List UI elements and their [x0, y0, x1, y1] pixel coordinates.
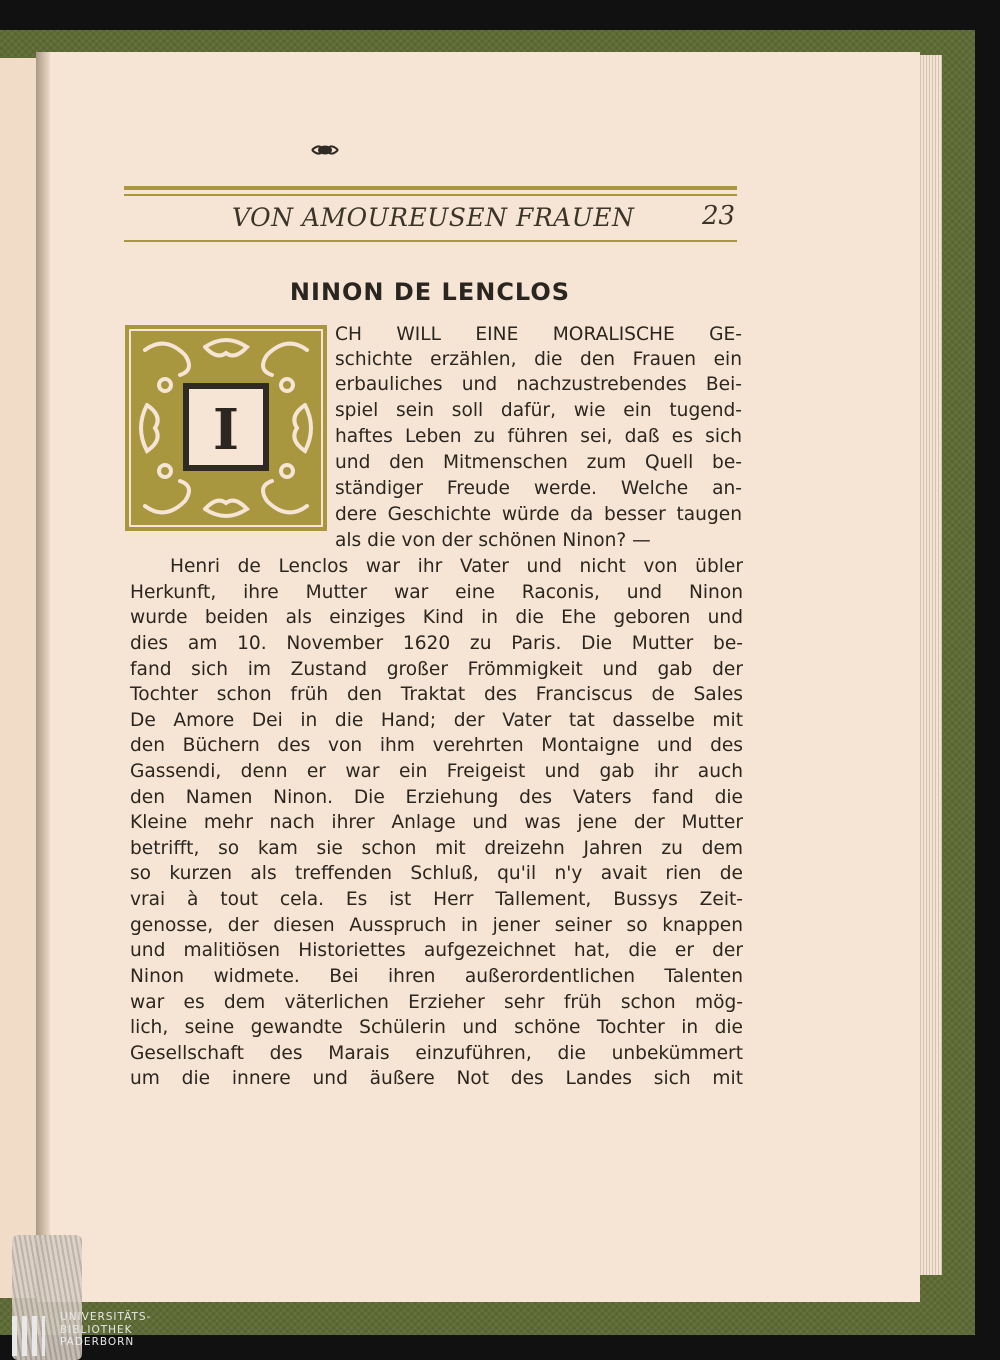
header-rule-top-1 [124, 186, 737, 190]
chapter-title: NINON DE LENCLOS [289, 278, 571, 306]
body-line: den Namen Ninon. Die Erziehung des Vaters fand die [130, 787, 743, 808]
body-line: Tochter schon früh den Traktat des Franciscus de Sales [130, 684, 743, 705]
opening-line: schichte erzählen, die den Frauen ein [335, 349, 742, 370]
library-logo [8, 1308, 998, 1360]
body-line: um die innere und äußere Not des Landes sich mit [130, 1068, 743, 1089]
opening-line: und den Mitmenschen zum Quell be- [335, 452, 742, 473]
body-line: war es dem väterlichen Erzieher sehr früh schon mög- [130, 992, 743, 1013]
initial-letter: I [212, 397, 240, 463]
body-line: Henri de Lenclos war ihr Vater und nicht von übler [170, 556, 743, 577]
header-rule-bottom [124, 240, 737, 242]
library-name-line: UNIVERSITÄTS- [60, 1311, 152, 1323]
body-line: den Büchern des von ihm verehrten Montaigne und des [130, 735, 743, 756]
header-rule-top-2 [124, 194, 737, 196]
body-line: wurde beiden als einziges Kind in die Ehe geboren und [130, 607, 743, 628]
body-line: betrifft, so kam sie schon mit dreizehn Jahren zu dem [130, 838, 743, 859]
library-name-line: PADERBORN [60, 1336, 135, 1348]
body-line: genosse, der diesen Ausspruch in jener seiner so knappen [130, 915, 743, 936]
opening-line: ständiger Freude werde. Welche an- [335, 478, 742, 499]
body-line: Kleine mehr nach ihrer Anlage und was jene der Mutter [130, 812, 743, 833]
left-page-edge [0, 58, 38, 1298]
opening-line: dere Geschichte würde da besser taugen [335, 504, 742, 525]
body-line: Gesellschaft des Marais einzuführen, die unbekümmert [130, 1043, 743, 1064]
opening-line: CH WILL EINE MORALISCHE GE- [335, 324, 742, 345]
library-name-line: BIBLIOTHEK [60, 1323, 133, 1336]
page-number: 23 [702, 201, 736, 231]
opening-line: haftes Leben zu führen sei, daß es sich [335, 426, 742, 447]
body-line: fand sich im Zustand großer Frömmigkeit und gab der [130, 659, 743, 680]
body-line: und malitiösen Historiettes aufgezeichnet hat, die er der [130, 940, 743, 961]
running-title: VON AMOUREUSEN FRAUEN [232, 203, 635, 232]
opening-line: als die von der schönen Ninon? — [335, 530, 651, 551]
body-line: vrai à tout cela. Es ist Herr Tallement, Bussys Zeit- [130, 889, 743, 910]
body-line: Ninon widmete. Bei ihren außerordentlichen Talenten [130, 966, 743, 987]
body-line: dies am 10. November 1620 zu Paris. Die Mutter be- [130, 633, 743, 654]
fleuron-ornament-icon [310, 140, 340, 160]
library-bars-icon [12, 1314, 52, 1358]
body-line: De Amore Dei in die Hand; der Vater tat dasselbe mit [130, 710, 743, 731]
body-line: Gassendi, denn er war ein Freigeist und gab ihr auch [130, 761, 743, 782]
body-line: lich, seine gewandte Schülerin und schöne Tochter in die [130, 1017, 743, 1038]
body-line: so kurzen als treffenden Schluß, qu'il n'y avait rien de [130, 863, 743, 884]
opening-line: erbauliches und nachzustrebendes Bei- [335, 374, 742, 395]
body-line: Herkunft, ihre Mutter war eine Raconis, und Ninon [130, 582, 743, 603]
book-gutter [36, 52, 50, 1302]
opening-line: spiel sein soll dafür, wie ein tugend- [335, 400, 742, 421]
library-name [60, 1311, 151, 1349]
